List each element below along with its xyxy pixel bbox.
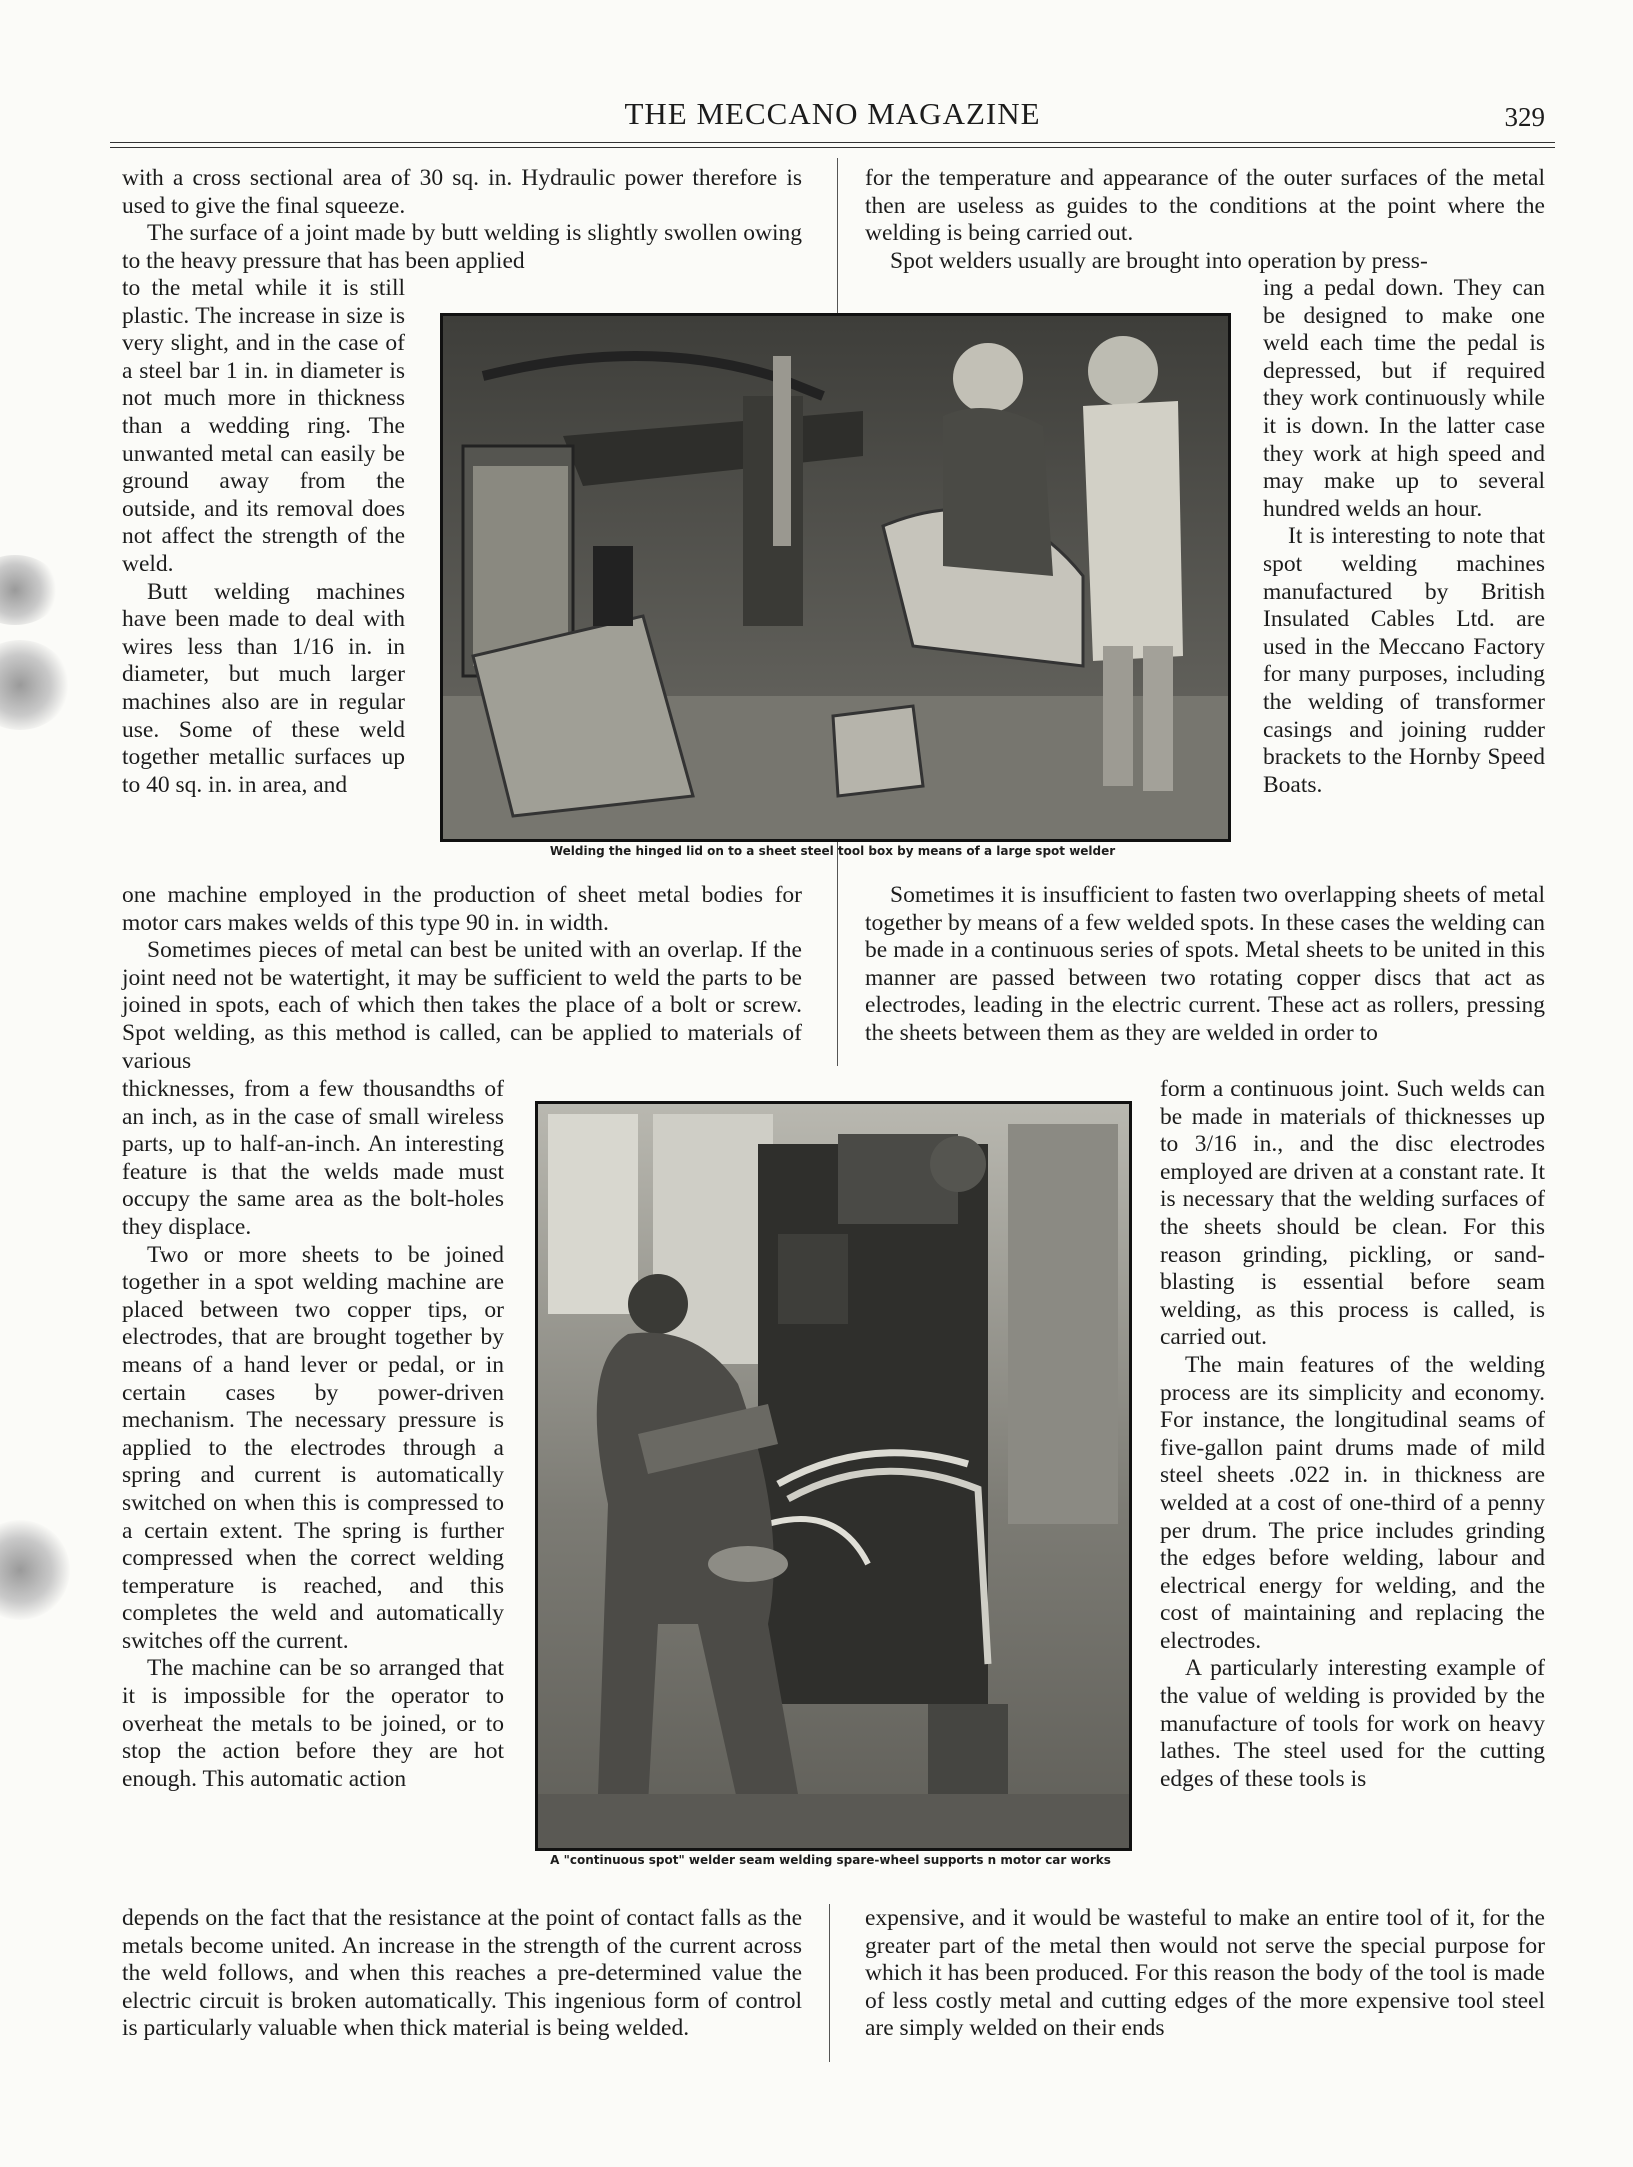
right-column-wrap-1: [1263, 275, 1545, 799]
binder-hole-mark: [0, 1520, 70, 1620]
paragraph: thicknesses, from a few thousandths of an inch, as in the case of small wireless parts, up to half-an-inch. An interesting feature is that the welds made must occupy the same area as the bolt-holes they displace.: [122, 1076, 504, 1240]
spot-welder-photo-illustration: [443, 316, 1228, 839]
paragraph: depends on the fact that the resistance at the point of contact falls as the metals become united. An increase in the strength of the current across the weld follows, and when this reaches a pre-determined value the electric circuit is broken automatically. This ingenious form of control is particularly valuable when thick material is being welded.: [122, 1905, 802, 2042]
magazine-title: THE MECCANO MAGAZINE: [624, 96, 1041, 131]
left-column-wrap-2: [122, 1076, 504, 1793]
paragraph: form a continuous joint. Such welds can be made in materials of thicknesses up to 3/16 in., and the disc electrodes employed are driven at a constant rate. It is necessary that the welding surfaces of the sheets should be clean. For this reason grinding, pickling, or sand-blasting is essential before seam welding, as this process is called, is carried out.: [1160, 1076, 1545, 1351]
paragraph: The surface of a joint made by butt welding is slightly swollen owing to the heavy pressure that has been applied: [122, 220, 802, 274]
paragraph: Two or more sheets to be joined together in a spot welding machine are placed between two copper tips, or electrodes, that are brought together by means of a hand lever or pedal, or in certain cases by power-driven mechanism. The necessary pressure is applied to the electrodes through a spring and current is automatically switched on when this is compressed to a certain extent. The spring is further compressed when the correct welding temperature is reached, and this completes the weld and automatically switches off the current.: [122, 1241, 504, 1654]
left-column-bottom: [122, 1905, 802, 2043]
paragraph: The machine can be so arranged that it is impossible for the operator to overheat the metals to be joined, or to stop the action before they are hot enough. This automatic action: [122, 1655, 504, 1792]
paragraph: Spot welders usually are brought into operation by press-: [890, 247, 1428, 274]
header-rule: [110, 147, 1555, 148]
right-column-middle: [865, 882, 1545, 1048]
paragraph: Sometimes pieces of metal can best be united with an overlap. If the joint need not be watertight, it may be sufficient to weld the parts to be joined in spots, each of which then takes the place of a bolt or screw. Spot welding, as this method is called, can be applied to materials of various: [122, 937, 802, 1074]
paragraph: to the metal while it is still plastic. The increase in size is very slight, and in the case of a steel bar 1 in. in diameter is not much more in thickness than a wedding ring. The unwanted metal can easily be ground away from the outside, and its removal does not affect the strength of the weld.: [122, 275, 405, 577]
binder-hole-mark: [0, 640, 70, 730]
photo-caption: Welding the hinged lid on to a sheet steel tool box by means of a large spot welder: [549, 844, 1116, 858]
left-column-top: [122, 165, 802, 275]
right-column-top: [865, 165, 1545, 275]
paragraph: ing a pedal down. They can be designed to make one weld each time the pedal is depressed, but if required they work continuously while it is down. In the latter case they work at high speed and may make up to several hundred welds an hour.: [1263, 275, 1545, 522]
page-number: 329: [1504, 102, 1545, 132]
page-header: [110, 96, 1555, 136]
header-rule: [110, 142, 1555, 143]
binder-hole-mark: [0, 555, 60, 625]
paragraph: for the temperature and appearance of the outer surfaces of the metal then are useless as guides to the conditions at the point where the welding is being carried out.: [865, 165, 1545, 247]
paragraph: Sometimes it is insufficient to fasten two overlapping sheets of metal together by means of a few welded spots. In these cases the welding can be made in a continuous series of spots. Metal sheets to be united in this manner are passed between two rotating copper discs that act as electrodes, leading in the electric current. These act as rollers, pressing the sheets between them as they are welded in order to: [865, 882, 1545, 1046]
paragraph: The main features of the welding process are its simplicity and economy. For instance, the longitudinal seams of five-gallon paint drums made of mild steel sheets .022 in. in thickness are welded at a cost of one-third of a penny per drum. The price includes grinding the edges before welding, labour and electrical energy for welding, and the cost of maintaining and replacing the electrodes.: [1160, 1351, 1545, 1654]
paragraph: Butt welding machines have been made to deal with wires less than 1/16 in. in diameter, but much larger machines also are in regular use. Some of these weld together metallic surfaces up to 40 sq. in. in area, and: [122, 578, 405, 798]
right-column-bottom: [865, 1905, 1545, 2043]
photo-caption: A "continuous spot" welder seam welding spare-wheel supports n motor car works: [550, 1853, 1111, 1867]
left-column-wrap-1: [122, 275, 405, 799]
continuous-welder-photo-illustration: [538, 1104, 1129, 1848]
column-divider: [829, 1904, 830, 2062]
photo-continuous-spot-welder: [535, 1101, 1132, 1851]
paragraph: one machine employed in the production of sheet metal bodies for motor cars makes welds of this type 90 in. in width.: [122, 882, 802, 936]
paragraph: A particularly interesting example of the value of welding is provided by the manufacture of tools for work on heavy lathes. The steel used for the cutting edges of these tools is: [1160, 1655, 1545, 1792]
left-column-middle: [122, 882, 802, 1075]
right-column-wrap-2: [1160, 1076, 1545, 1793]
paragraph: with a cross sectional area of 30 sq. in. Hydraulic power therefore is used to give the final squeeze.: [122, 165, 802, 219]
paragraph: It is interesting to note that spot welding machines manufactured by British Insulated Cables Ltd. are used in the Meccano Factory for many purposes, including the welding of transformer casings and joining rudder brackets to the Hornby Speed Boats.: [1263, 523, 1545, 798]
photo-spot-welder: [440, 313, 1231, 842]
paragraph: expensive, and it would be wasteful to make an entire tool of it, for the greater part of the metal then would not serve the special purpose for which it has been produced. For this reason the body of the tool is made of less costly metal and cutting edges of the more expensive tool steel are simply welded on their ends: [865, 1905, 1545, 2042]
